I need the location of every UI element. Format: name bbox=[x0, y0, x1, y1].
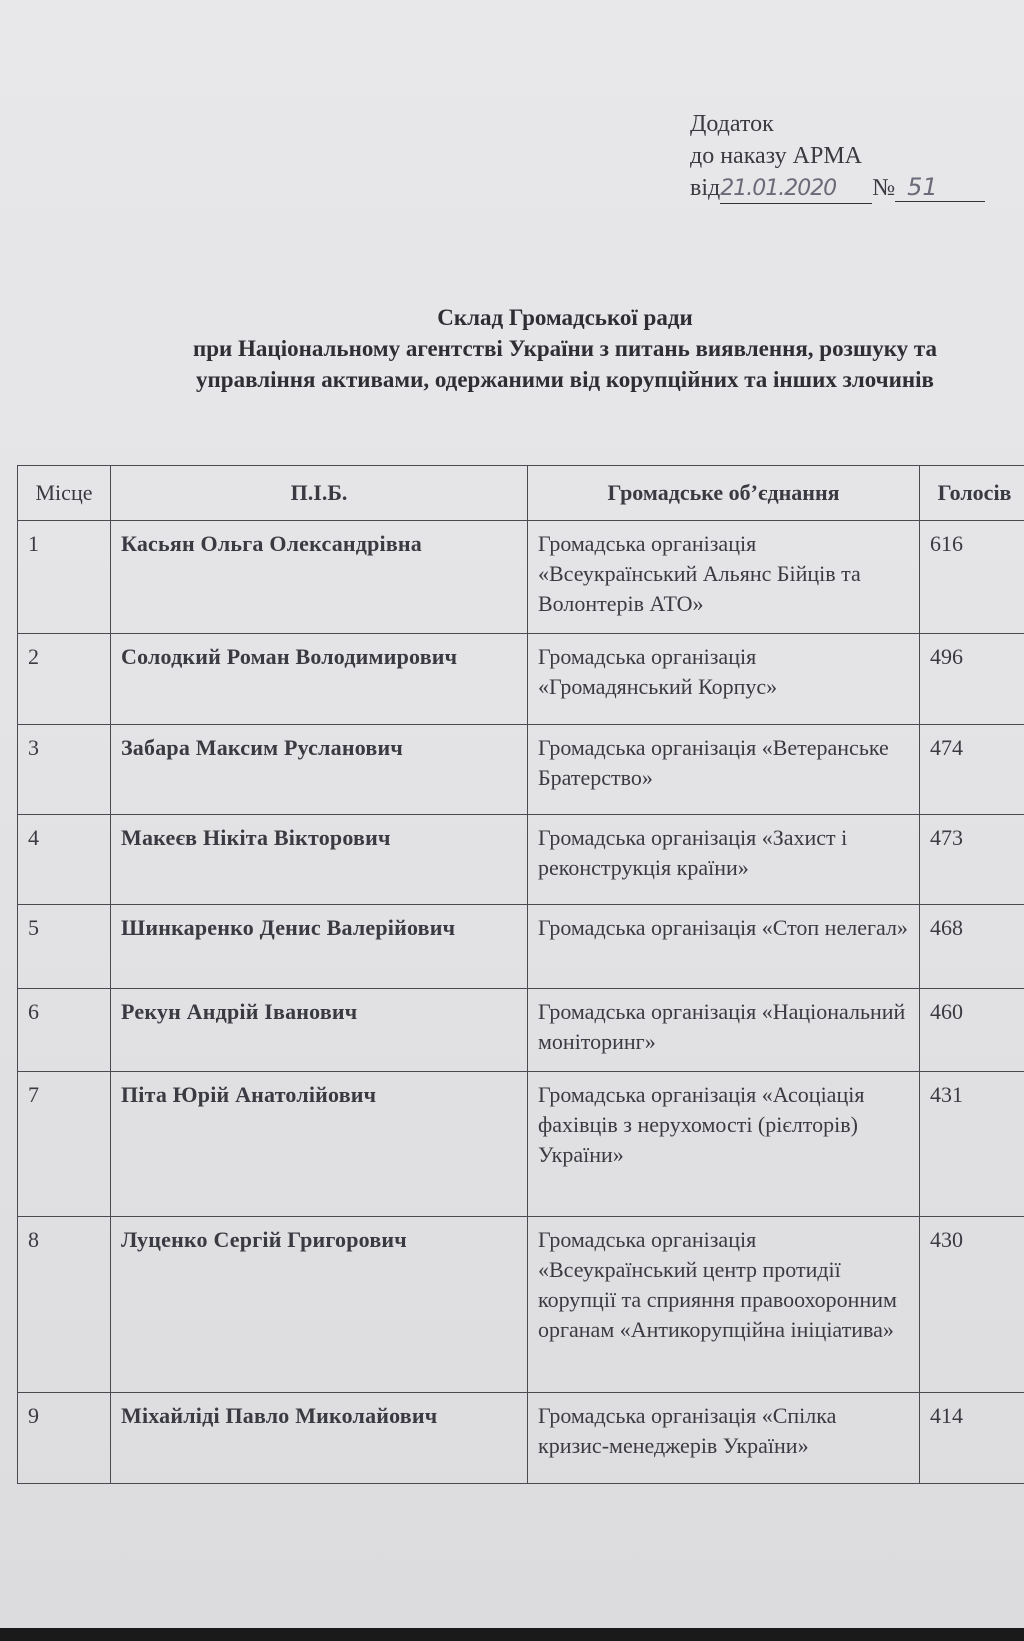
cell-org: Громадська організація «Національний моніторинг» bbox=[528, 989, 920, 1072]
cell-place: 6 bbox=[18, 989, 111, 1072]
addendum-date-line bbox=[690, 172, 985, 204]
cell-name: Макеєв Нікіта Вікторович bbox=[111, 815, 528, 905]
cell-org: Громадська організація «Асоціація фахівців з нерухомості (рієлторів) України» bbox=[528, 1072, 920, 1217]
addendum-block bbox=[690, 108, 985, 204]
table-row bbox=[18, 905, 1024, 989]
table-row bbox=[18, 634, 1024, 725]
number-label: № bbox=[872, 175, 896, 201]
cell-org: Громадська організація «Всеукраїнський центр протидії корупції та сприяння правоохоронним органам «Антикорупційна ініціатива» bbox=[528, 1217, 920, 1393]
table-row bbox=[18, 815, 1024, 905]
title-line-3: управління активами, одержаними від корупційних та інших злочинів bbox=[196, 367, 934, 392]
cell-place: 9 bbox=[18, 1393, 111, 1484]
table-row bbox=[18, 989, 1024, 1072]
cell-org: Громадська організація «Стоп нелегал» bbox=[528, 905, 920, 989]
council-members-table bbox=[17, 465, 1024, 1484]
table-header-row bbox=[18, 466, 1024, 521]
cell-place: 4 bbox=[18, 815, 111, 905]
cell-name: Шинкаренко Денис Валерійович bbox=[111, 905, 528, 989]
cell-place: 8 bbox=[18, 1217, 111, 1393]
table-row bbox=[18, 1393, 1024, 1484]
cell-votes: 616 bbox=[920, 521, 1024, 634]
table-row bbox=[18, 1217, 1024, 1393]
header-votes: Голосів bbox=[920, 466, 1024, 521]
handwritten-date: 21.01.2020 bbox=[720, 175, 872, 204]
cell-org: Громадська організація «Спілка кризис-менеджерів України» bbox=[528, 1393, 920, 1484]
table-row bbox=[18, 725, 1024, 815]
from-label: від bbox=[690, 175, 721, 201]
table-row bbox=[18, 1072, 1024, 1217]
cell-org: Громадська організація «Громадянський Корпус» bbox=[528, 634, 920, 725]
addendum-title: Додаток bbox=[690, 111, 774, 137]
cell-name: Касьян Ольга Олександрівна bbox=[111, 521, 528, 634]
table-row bbox=[18, 521, 1024, 634]
cell-votes: 414 bbox=[920, 1393, 1024, 1484]
cell-votes: 430 bbox=[920, 1217, 1024, 1393]
cell-place: 1 bbox=[18, 521, 111, 634]
title-line-2: при Національному агентстві України з питань виявлення, розшуку та bbox=[193, 336, 937, 361]
cell-name: Забара Максим Русланович bbox=[111, 725, 528, 815]
cell-place: 3 bbox=[18, 725, 111, 815]
cell-org: Громадська організація «Ветеранське Братерство» bbox=[528, 725, 920, 815]
cell-votes: 468 bbox=[920, 905, 1024, 989]
header-org: Громадське об’єднання bbox=[528, 466, 920, 521]
document-title bbox=[130, 302, 1000, 395]
cell-name: Солодкий Роман Володимирович bbox=[111, 634, 528, 725]
cell-votes: 431 bbox=[920, 1072, 1024, 1217]
cell-votes: 496 bbox=[920, 634, 1024, 725]
cell-org: Громадська організація «Захист і реконструкція країни» bbox=[528, 815, 920, 905]
handwritten-number: 51 bbox=[895, 173, 985, 202]
cell-org: Громадська організація «Всеукраїнський Альянс Бійців та Волонтерів АТО» bbox=[528, 521, 920, 634]
cell-votes: 473 bbox=[920, 815, 1024, 905]
cell-votes: 460 bbox=[920, 989, 1024, 1072]
cell-name: Рекун Андрій Іванович bbox=[111, 989, 528, 1072]
addendum-order-ref: до наказу АРМА bbox=[690, 143, 862, 169]
header-name: П.І.Б. bbox=[111, 466, 528, 521]
cell-place: 2 bbox=[18, 634, 111, 725]
cell-name: Луценко Сергій Григорович bbox=[111, 1217, 528, 1393]
cell-place: 7 bbox=[18, 1072, 111, 1217]
cell-name: Піта Юрій Анатолійович bbox=[111, 1072, 528, 1217]
cell-name: Міхайліді Павло Миколайович bbox=[111, 1393, 528, 1484]
title-line-1: Склад Громадської ради bbox=[437, 305, 693, 330]
cell-votes: 474 bbox=[920, 725, 1024, 815]
cell-place: 5 bbox=[18, 905, 111, 989]
header-place: Місце bbox=[18, 466, 111, 521]
